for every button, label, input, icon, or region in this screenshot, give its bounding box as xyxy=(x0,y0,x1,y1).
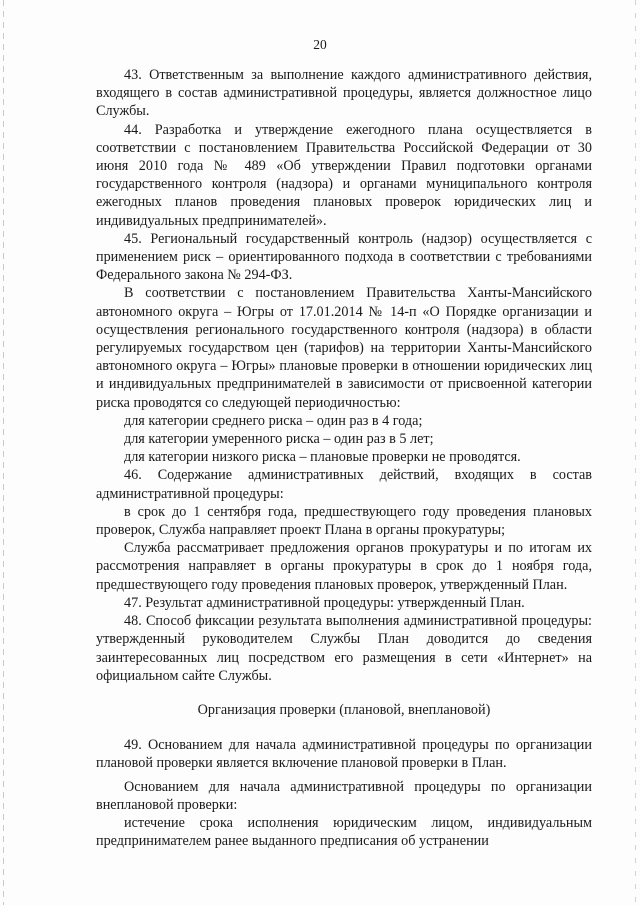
document-body xyxy=(96,66,592,850)
paragraph-48: 48. Способ фиксации результата выполнения административной процедуры: утвержденный руководителем Службы План доводится до сведения заинтересованных лиц посредством его размещения в сети «Интернет» на официальном сайте Службы. xyxy=(96,613,592,684)
paragraph-order-expiry: истечение срока исполнения юридическим лицом, индивидуальным предпринимателем ранее выданного предписания об устранении xyxy=(96,814,592,850)
paragraph-45: 45. Региональный государственный контроль (надзор) осуществляется с применением риск – ориентированного подхода в соответствии с требованиями Федерального закона № 294-ФЗ. xyxy=(96,230,592,284)
paragraph-risk-intro: В соответствии с постановлением Правительства Ханты-Мансийского автономного округа – Югры от 17.01.2014 № 14-п «О Порядке организации и осуществления регионального государственного контроля (надзора) в области регулируемых государством цен (тарифов) на территории Ханты-Мансийского автономного округа – Югры» плановые проверки в отношении юридических лиц и индивидуальных предпринимателей в зависимости от присвоенной категории риска проводятся со следующей периодичностью: xyxy=(96,285,592,411)
paragraph-46: 46. Содержание административных действий, входящих в состав административной процедуры: xyxy=(96,467,592,502)
list-item-low-risk: для категории низкого риска – плановые проверки не проводятся. xyxy=(124,449,521,466)
paragraph-47: 47. Результат административной процедуры: утвержденный План. xyxy=(124,594,525,611)
paragraph-43: 43. Ответственным за выполнение каждого административного действия, входящего в состав административной процедуры, является должностное лицо Службы. xyxy=(96,67,592,120)
paragraph-unscheduled-basis: Основанием для начала административной процедуры по организации внеплановой проверки: xyxy=(96,778,592,813)
list-item-medium-risk: для категории среднего риска – один раз в 4 года; xyxy=(124,412,423,429)
paragraph-44: 44. Разработка и утверждение ежегодного плана осуществляется в соответствии с постановлением Правительства Российской Федерации от 30 июня 2010 года № 489 «Об утверждении Правил подготовки органами государственного контроля (надзора) и органами муниципального контроля ежегодных планов проведения плановых проверок юридических лиц и индивидуальных предпринимателей». xyxy=(96,121,592,229)
page-number: 20 xyxy=(313,37,327,52)
paragraph-49: 49. Основанием для начала административной процедуры по организации плановой проверки является включение плановой проверки в План. xyxy=(96,737,592,772)
paragraph-46-deadline: в срок до 1 сентября года, предшествующего году проведения плановых проверок, Служба направляет проект Плана в органы прокуратуры; xyxy=(96,503,592,539)
list-item-moderate-risk: для категории умеренного риска – один раз в 5 лет; xyxy=(124,431,434,448)
section-heading: Организация проверки (плановой, внеплановой) xyxy=(197,701,491,718)
paragraph-46-review: Служба рассматривает предложения органов прокуратуры и по итогам их рассмотрения направляет в органы прокуратуры в срок до 1 ноября года, предшествующего году проведения плановых проверок, утвержденный План. xyxy=(96,540,592,593)
scan-edge-right xyxy=(635,0,636,905)
scan-edge-left xyxy=(3,0,4,905)
